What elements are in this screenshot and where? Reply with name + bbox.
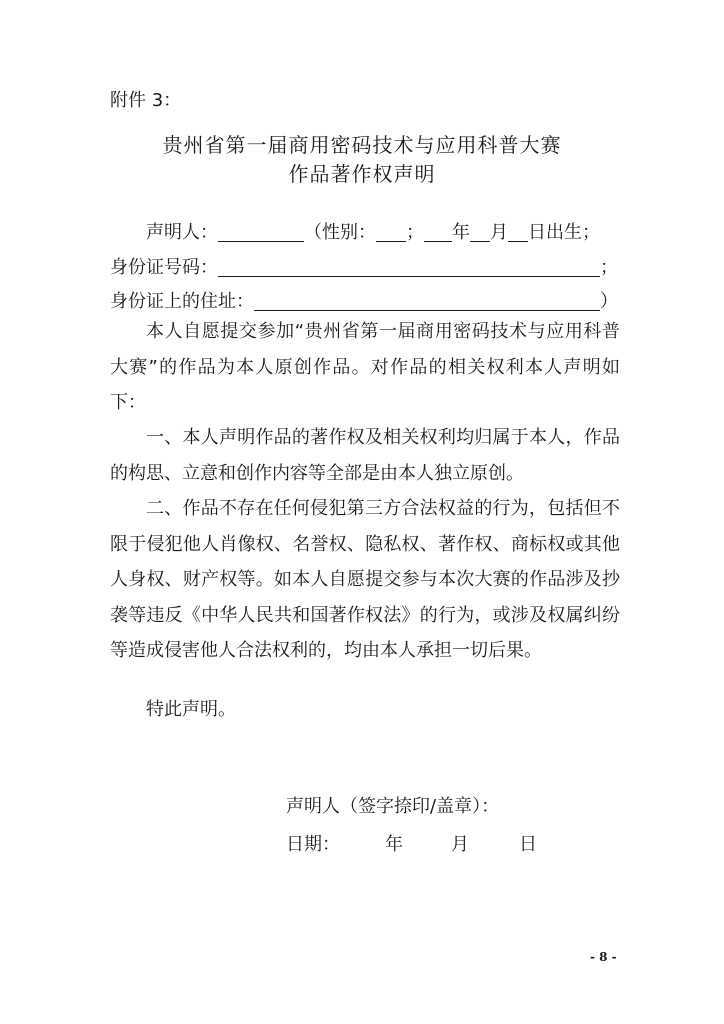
gender-blank[interactable] — [376, 223, 406, 242]
declarant-label: 声明人： — [146, 222, 218, 243]
date-day: 日 — [519, 834, 537, 855]
gender-open: （性别： — [304, 222, 376, 243]
birth-day-blank[interactable] — [508, 223, 528, 242]
line1-end: ； — [582, 222, 600, 243]
date-label: 日期： — [286, 834, 340, 855]
title-line-2: 作品著作权声明 — [288, 162, 436, 186]
address-line — [110, 292, 618, 311]
attachment-label: 附件 3： — [110, 90, 182, 111]
title-line-1: 贵州省第一届商用密码技术与应用科普大赛 — [162, 133, 562, 157]
birth-year-blank[interactable] — [424, 223, 452, 242]
address-end: ） — [600, 291, 618, 312]
declarant-name-blank[interactable] — [218, 223, 304, 242]
gender-semicolon: ； — [406, 222, 424, 243]
date-year: 年 — [385, 834, 403, 855]
address-blank[interactable] — [254, 292, 600, 311]
id-number-label: 身份证号码： — [110, 257, 218, 278]
birth-month-blank[interactable] — [470, 223, 490, 242]
declaration-item-1: 一、本人声明作品的著作权及相关权利均归属于本人，作品的构思、立意和创作内容等全部是由本人独立原创。 — [110, 427, 620, 484]
declarant-line — [146, 223, 600, 242]
intro-paragraph: 本人自愿提交参加“贵州省第一届商用密码技术与应用科普大赛”的作品为本人原创作品。对作品的相关权利本人声明如下： — [110, 321, 620, 413]
closing-statement: 特此声明。 — [146, 699, 236, 720]
birth-label: 日出生 — [528, 222, 582, 243]
signature-label: 声明人（签字捺印/盖章）： — [286, 796, 500, 817]
page-number: - 8 - — [590, 950, 617, 964]
date-line — [286, 836, 340, 854]
address-label: 身份证上的住址： — [110, 291, 254, 312]
declaration-item-2: 二、作品不存在任何侵犯第三方合法权益的行为，包括但不限于侵犯他人肖像权、名誉权、隐私权、著作权、商标权或其他人身权、财产权等。如本人自愿提交参与本次大赛的作品涉及抄袭等违反《中华人民共和国著作权法》的行为，或涉及权属纠纷等造成侵害他人合法权利的，均由本人承担一切后果。 — [110, 498, 620, 661]
id-number-line — [110, 258, 618, 277]
month-label: 月 — [490, 222, 508, 243]
year-label: 年 — [452, 222, 470, 243]
id-end: ； — [600, 257, 618, 278]
id-number-blank[interactable] — [218, 258, 600, 277]
date-month: 月 — [451, 834, 469, 855]
